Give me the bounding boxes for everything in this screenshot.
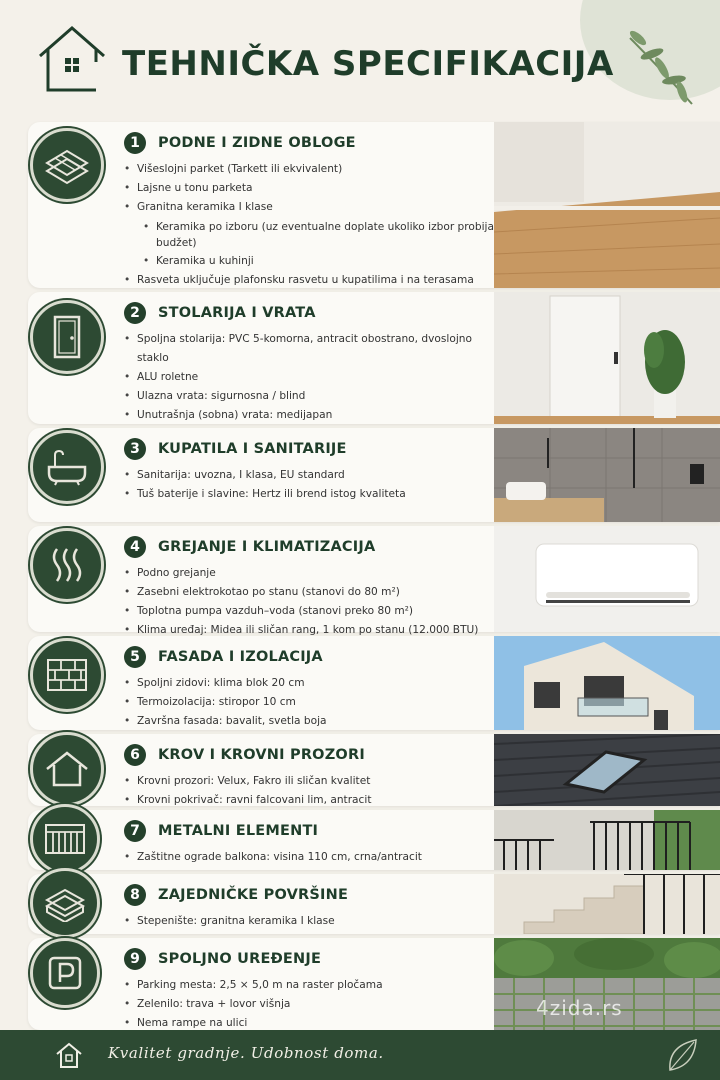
list-item: • Spoljna stolarija: PVC 5-komorna, antracit obostrano, dvoslojno staklo bbox=[124, 330, 494, 368]
section-bathrooms bbox=[20, 428, 720, 522]
section-number: 1 bbox=[124, 132, 146, 154]
railing-icon bbox=[30, 804, 100, 874]
section-facade-insulation bbox=[20, 636, 720, 730]
section-floor-wall bbox=[20, 122, 720, 288]
photo-bathroom bbox=[494, 428, 720, 522]
list-item: • Parking mesta: 2,5 × 5,0 m na raster pločama bbox=[124, 976, 494, 995]
list-item: • Termoizolacija: stiropor 10 cm bbox=[124, 693, 494, 712]
leaf-icon bbox=[664, 1036, 700, 1074]
section-number: 8 bbox=[124, 884, 146, 906]
list-subitem: • Keramika po izboru (uz eventualne doplate ukoliko izbor probija budžet) bbox=[124, 219, 494, 251]
section-number: 5 bbox=[124, 646, 146, 668]
section-title: KUPATILA I SANITARIJE bbox=[158, 441, 347, 457]
page-title: TEHNIČKA SPECIFIKACIJA bbox=[122, 44, 614, 84]
photo-balcony-railing bbox=[494, 810, 720, 870]
section-number: 7 bbox=[124, 820, 146, 842]
section-roof-windows bbox=[20, 734, 720, 806]
list-item: • Višeslojni parket (Tarkett ili ekvivalent) bbox=[124, 160, 494, 179]
list-item: • Podno grejanje bbox=[124, 564, 494, 583]
list-item: • Tuš baterije i slavine: Hertz ili brend istog kvaliteta bbox=[124, 485, 494, 504]
list-item: • ALU roletne bbox=[124, 368, 494, 387]
section-joinery-doors bbox=[20, 292, 720, 424]
list-item: • Zelenilo: trava + lovor višnja bbox=[124, 995, 494, 1014]
photo-staircase bbox=[494, 874, 720, 934]
section-number: 2 bbox=[124, 302, 146, 324]
photo-air-conditioner bbox=[494, 526, 720, 632]
watermark: 4zida.rs bbox=[536, 996, 623, 1020]
house-icon bbox=[54, 1040, 84, 1070]
brick-wall-icon bbox=[30, 638, 104, 712]
photo-roof-skylight bbox=[494, 734, 720, 806]
section-number: 6 bbox=[124, 744, 146, 766]
section-title: FASADA I IZOLACIJA bbox=[158, 649, 323, 665]
section-title: METALNI ELEMENTI bbox=[158, 823, 319, 839]
section-heating-cooling bbox=[20, 526, 720, 636]
list-item: • Krovni prozori: Velux, Fakro ili sličan kvalitet bbox=[124, 772, 494, 791]
section-title: PODNE I ZIDNE OBLOGE bbox=[158, 135, 356, 151]
parking-icon bbox=[30, 938, 100, 1008]
list-item: • Krovni pokrivač: ravni falcovani lim, antracit bbox=[124, 791, 494, 810]
door-icon bbox=[30, 300, 104, 374]
heat-waves-icon bbox=[30, 528, 104, 602]
section-number: 4 bbox=[124, 536, 146, 558]
bathtub-icon bbox=[30, 430, 104, 504]
list-item: • Rasveta uključuje plafonsku rasvetu u kupatilima i na terasama bbox=[124, 271, 494, 290]
section-number: 3 bbox=[124, 438, 146, 460]
section-number: 9 bbox=[124, 948, 146, 970]
list-subitem: • Keramika u kuhinji bbox=[124, 253, 494, 269]
parquet-icon bbox=[30, 128, 104, 202]
list-item: • Stepenište: granitna keramika I klase bbox=[124, 912, 494, 931]
list-item: • Zasebni elektrokotao po stanu (stanovi do 80 m²) bbox=[124, 583, 494, 602]
olive-branch-icon bbox=[620, 18, 700, 108]
section-title: STOLARIJA I VRATA bbox=[158, 305, 316, 321]
tile-stack-icon bbox=[30, 868, 100, 938]
section-metal-elements bbox=[20, 810, 720, 870]
section-title: KROV I KROVNI PROZORI bbox=[158, 747, 365, 763]
section-title: SPOLJNO UREĐENJE bbox=[158, 951, 322, 967]
photo-building-facade bbox=[494, 636, 720, 730]
page-footer bbox=[0, 1030, 720, 1080]
list-item: • Sanitarija: uvozna, I klasa, EU standard bbox=[124, 466, 494, 485]
list-item: • Granitna keramika I klase bbox=[124, 198, 494, 217]
roof-icon bbox=[30, 732, 104, 806]
list-item: • Toplotna pumpa vazduh–voda (stanovi preko 80 m²) bbox=[124, 602, 494, 621]
photo-interior-door bbox=[494, 292, 720, 424]
section-title: ZAJEDNIČKE POVRŠINE bbox=[158, 887, 349, 903]
page-header bbox=[0, 0, 720, 118]
list-item: • Ulazna vrata: sigurnosna / blind bbox=[124, 387, 494, 406]
list-item: • Zaštitne ograde balkona: visina 110 cm, crna/antracit bbox=[124, 848, 494, 867]
list-item: • Spoljni zidovi: klima blok 20 cm bbox=[124, 674, 494, 693]
footer-tagline: Kvalitet gradnje. Udobnost doma. bbox=[108, 1044, 384, 1062]
list-item: • Unutrašnja (sobna) vrata: medijapan bbox=[124, 406, 494, 425]
list-item: • Klima uređaj: Midea ili sličan rang, 1 kom po stanu (12.000 BTU) bbox=[124, 621, 494, 640]
house-icon bbox=[36, 22, 108, 94]
section-common-areas bbox=[20, 874, 720, 934]
photo-parquet-floor bbox=[494, 122, 720, 288]
section-title: GREJANJE I KLIMATIZACIJA bbox=[158, 539, 376, 555]
list-item: • Lajsne u tonu parketa bbox=[124, 179, 494, 198]
list-item: • Završna fasada: bavalit, svetla boja bbox=[124, 712, 494, 731]
list-item: • Nema rampe na ulici bbox=[124, 1014, 494, 1033]
